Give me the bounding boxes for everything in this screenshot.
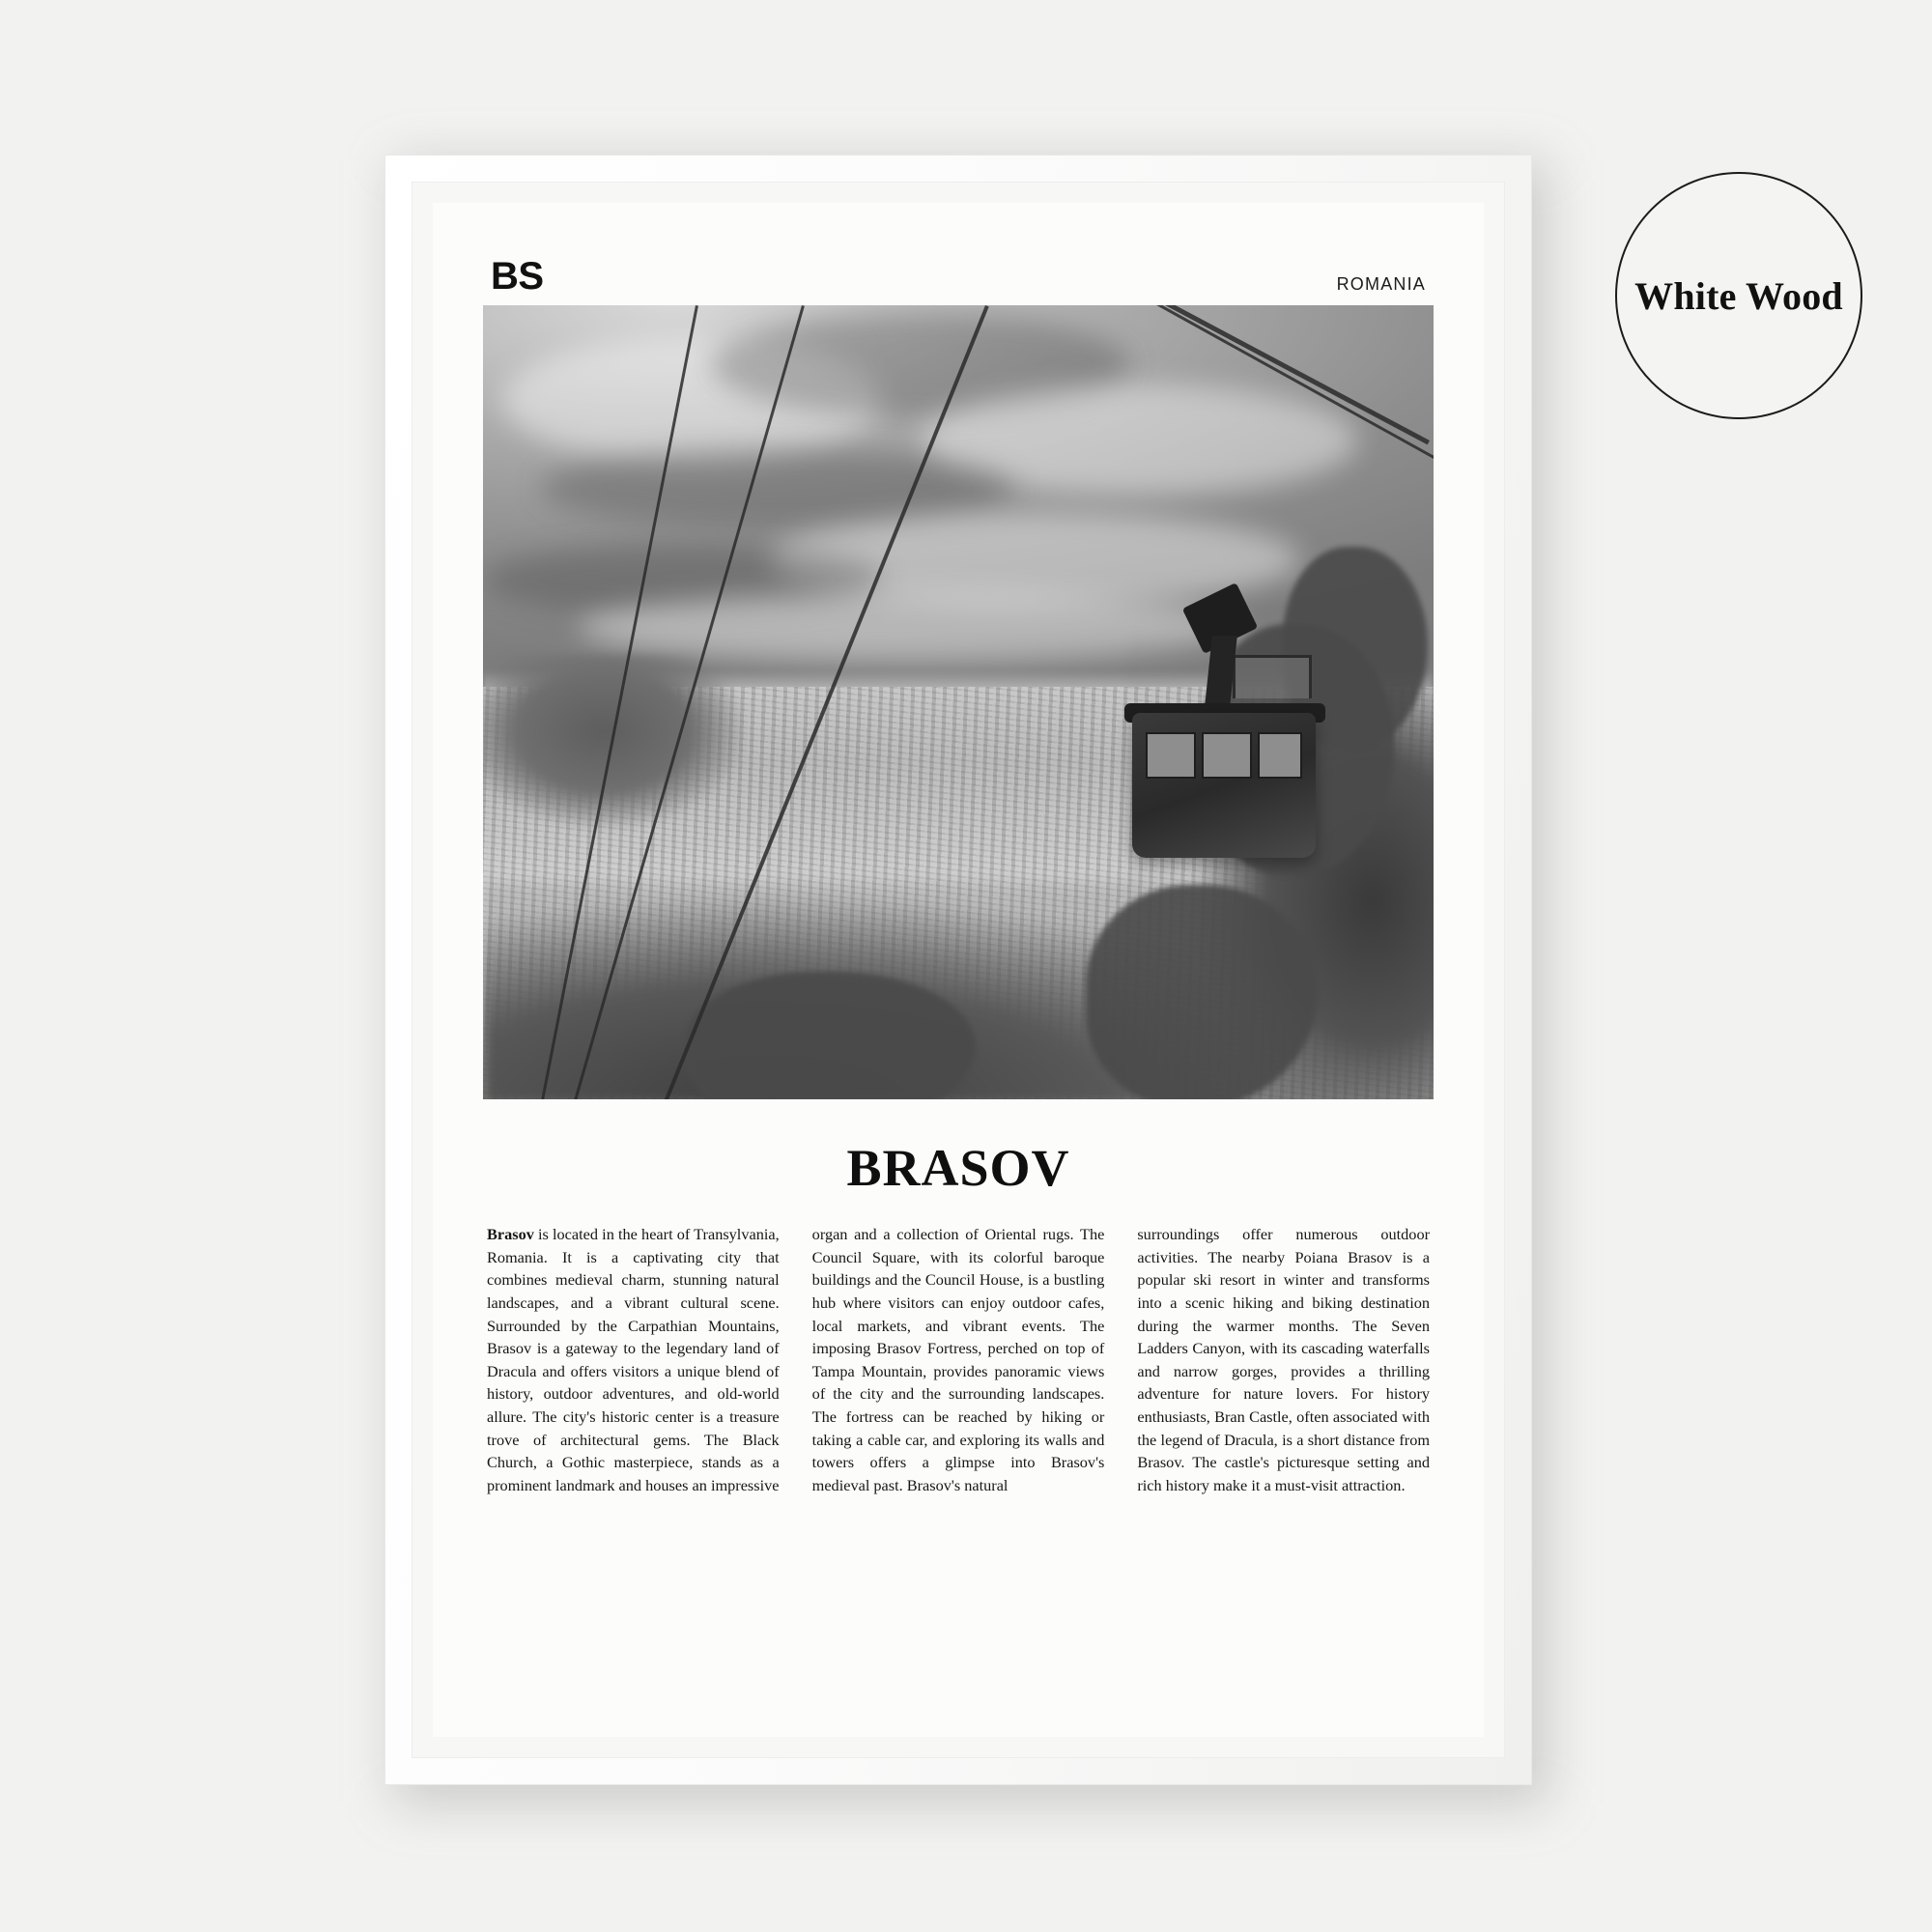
description-text: is located in the heart of Transylvania, Romania. It is a captivating city that combines medieval charm, stunning natural landscapes, and a vibrant cultural scene. Surrounded by the Carpathian Mountains, Brasov is a gateway to the legendary land of Dracula and offers visitors a unique blend of history, outdoor adventures, and old-world allure. The city's historic center is a treasure trove of architectural gems. The Black Church, a Gothic masterpiece, stands as a prominent landmark and houses an impressive xyxy=(487,1225,780,1494)
poster-mat xyxy=(433,203,1484,1737)
gondola-railing xyxy=(1233,655,1312,698)
tree-shape xyxy=(1086,885,1318,1099)
description-text: surroundings offer numerous outdoor activities. The nearby Poiana Brasov is a popular ski resort in winter and transforms into a scenic hiking and biking destination during the warmer months. The Seven Ladders Canyon, with its cascading waterfalls and narrow gorges, provides a thrilling adventure for nature lovers. For history enthusiasts, Bran Castle, often associated with the legend of Dracula, is a short distance from Brasov. The castle's picturesque setting and rich history make it a must-visit attraction. xyxy=(1137,1225,1431,1494)
description-text: organ and a collection of Oriental rugs. The Council Square, with its colorful baroque buildings and the Council House, is a bustling hub where visitors can enjoy outdoor cafes, local markets, and vibrant events. The imposing Brasov Fortress, perched on top of Tampa Mountain, provides panoramic views of the city and the surrounding landscapes. The fortress can be reached by hiking or taking a cable car, and exploring its walls and towers offers a glimpse into Brasov's medieval past. Brasov's natural xyxy=(811,1225,1105,1494)
description-column xyxy=(1137,1223,1430,1497)
frame-material-label: White Wood xyxy=(1634,273,1843,318)
description-column xyxy=(812,1223,1105,1497)
frame-inner-edge xyxy=(412,182,1505,1758)
gondola-window xyxy=(1258,732,1302,779)
poster-description xyxy=(483,1223,1434,1497)
picture-frame xyxy=(384,155,1532,1785)
poster-city-code: BS xyxy=(491,255,544,298)
poster-header xyxy=(483,257,1434,305)
frame-material-badge xyxy=(1615,172,1862,419)
gondola-window xyxy=(1202,732,1252,779)
poster-photo xyxy=(483,305,1434,1099)
poster-title: BRASOV xyxy=(846,1139,1070,1197)
gondola-window xyxy=(1146,732,1196,779)
cable-car-gondola xyxy=(1132,643,1325,856)
photo-forest-left xyxy=(483,655,797,845)
description-lead: Brasov xyxy=(487,1225,534,1243)
poster-country-label: ROMANIA xyxy=(1336,274,1426,294)
description-column xyxy=(487,1223,780,1497)
